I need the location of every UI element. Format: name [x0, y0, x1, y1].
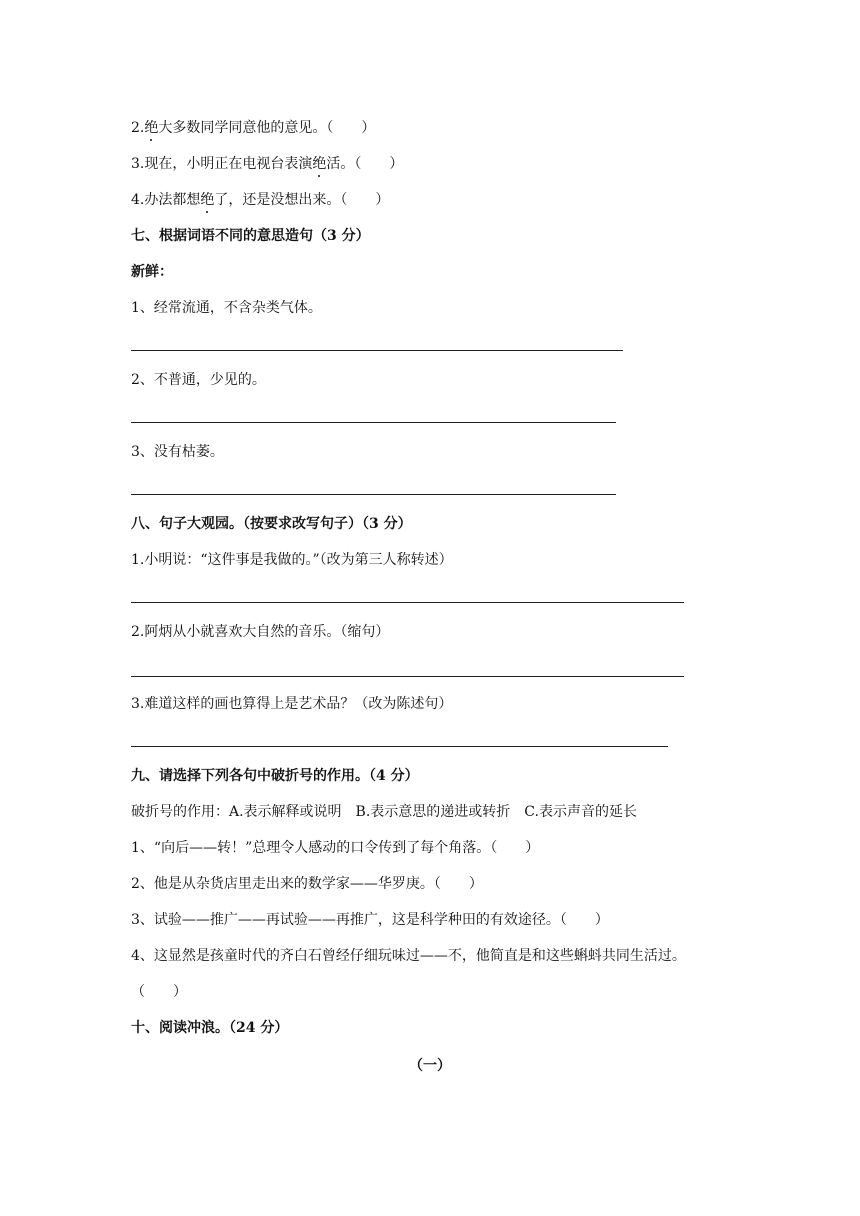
section-7-item-1: 1、经常流通，不含杂类气体。: [131, 300, 322, 316]
emphasis-char: 绝: [200, 192, 215, 208]
text: 活。（ ）: [326, 156, 404, 172]
section-8-item-2: 2.阿炳从小就喜欢大自然的音乐。（缩句）: [131, 624, 390, 640]
answer-line[interactable]: [131, 494, 616, 495]
section-7-heading: 七、根据词语不同的意思造句（3 分）: [131, 228, 370, 244]
question-6-4: [131, 190, 389, 210]
dash-usage-options: 破折号的作用：A.表示解释或说明 B.表示意思的递进或转折 C.表示声音的延长: [131, 804, 637, 820]
answer-line[interactable]: [131, 602, 684, 603]
section-7-item-3: 3、没有枯萎。: [131, 444, 224, 460]
section-10-heading: 十、阅读冲浪。（24 分）: [131, 1020, 289, 1036]
text: 了，还是没想出来。（ ）: [214, 192, 390, 208]
answer-line[interactable]: [131, 350, 623, 351]
section-7-item-2: 2、不普通，少见的。: [131, 372, 266, 388]
section-8-item-3: 3.难道这样的画也算得上是艺术品？（改为陈述句）: [131, 696, 453, 712]
text: 3.现在，小明正在电视台表演: [131, 156, 313, 172]
text: 4.办法都想: [131, 192, 201, 208]
emphasis-char: 绝: [312, 156, 327, 172]
emphasis-char: 绝: [144, 120, 159, 136]
section-9-heading: 九、请选择下列各句中破折号的作用。（4 分）: [131, 768, 419, 784]
section-9-item-4-paren: （ ）: [131, 984, 187, 1000]
question-6-2: [131, 118, 375, 138]
answer-line[interactable]: [131, 676, 684, 677]
word-label: 新鲜：: [131, 264, 173, 280]
subsection-title: （一）: [409, 1058, 451, 1074]
answer-line[interactable]: [131, 422, 616, 423]
answer-line[interactable]: [131, 746, 668, 747]
section-9-item-1: 1、“向后——转！”总理令人感动的口令传到了每个角落。（ ）: [131, 840, 540, 856]
section-9-item-3: 3、试验——推广——再试验——再推广，这是科学种田的有效途径。（ ）: [131, 912, 609, 928]
section-9-item-4: 4、这显然是孩童时代的齐白石曾经仔细玩味过——不，他简直是和这些蝌蚪共同生活过。: [131, 948, 686, 964]
text: 2.: [131, 120, 145, 136]
question-6-3: [131, 154, 403, 174]
section-8-heading: 八、句子大观园。（按要求改写句子）（3 分）: [131, 516, 412, 532]
section-8-item-1: 1.小明说：“这件事是我做的。”（改为第三人称转述）: [131, 552, 453, 568]
section-9-item-2: 2、他是从杂货店里走出来的数学家——华罗庚。（ ）: [131, 876, 483, 892]
text: 大多数同学同意他的意见。（ ）: [158, 120, 376, 136]
